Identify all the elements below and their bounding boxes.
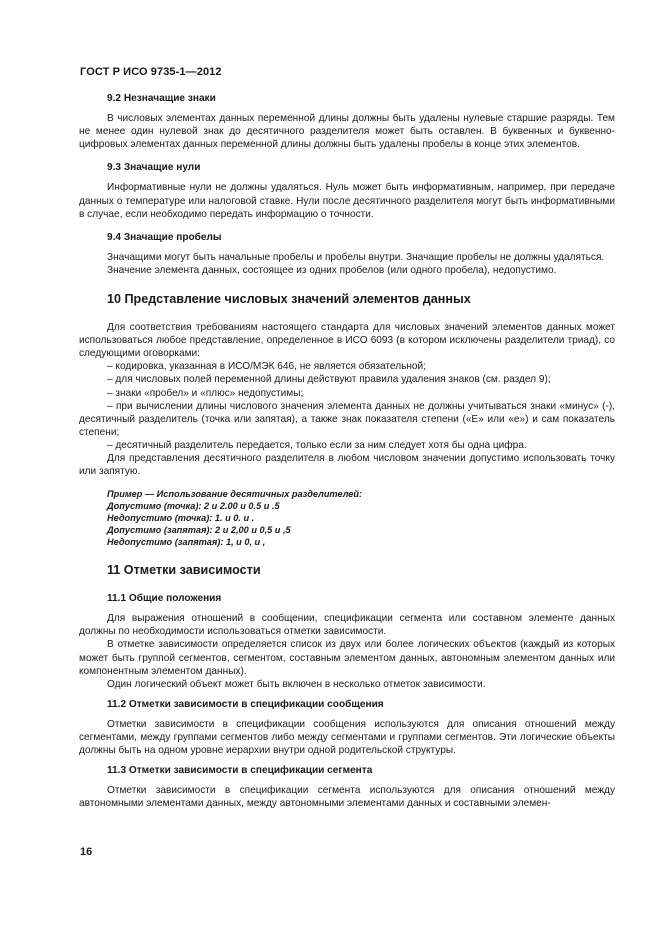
section-11-1-paragraph-3: Один логический объект может быть включен в несколько отметок зависимости. <box>107 678 486 690</box>
section-11-1-paragraph-2: В отметке зависимости определяется список из двух или более логических объектов (каждый из которых может быть группой сегментов, сегментом, составным элементом данных, автономным элементом данных или компонентным элементом данных). <box>79 639 615 677</box>
section-10-list-item: – десятичный разделитель передается, только если за ним следует хотя бы одна цифра. <box>107 439 527 451</box>
example-line: Допустимо (точка): 2 и 2.00 и 0.5 и .5 <box>107 501 280 512</box>
section-9-2-title: 9.2 Незначащие знаки <box>107 93 216 104</box>
section-11-1-title: 11.1 Общие положения <box>107 593 222 605</box>
section-10-list-item: – знаки «пробел» и «плюс» недопустимы; <box>107 387 304 399</box>
section-10-list-item: – кодировка, указанная в ИСО/МЭК 646, не является обязательной; <box>107 361 426 373</box>
example-title: Пример — Использование десятичных разделителей: <box>107 489 363 500</box>
section-11-2-paragraph: Отметки зависимости в спецификации сообщения используются для описания отношений между сегментами, между группами сегментов либо между сегментами и группами сегментов. Эти логические объекты должны быть на одном уровне иерархии внутри одной родительской структуры. <box>79 718 615 757</box>
section-9-2-paragraph: В числовых элементах данных переменной длины должны быть удалены нулевые старшие разряды. Тем не менее один нулевой знак до десятичного разделителя может быть оставлен. В буквенных и буквенно-цифровых элементах данных переменной длины должны быть удалены пробелы в конце этих элементов. <box>79 113 615 151</box>
section-10-paragraph-1: Для соответствия требованиям настоящего стандарта для числовых значений элементов данных может использоваться любое представление, определенное в ИСО 6093 (в котором исключены разделители триад), со следующими оговорками: <box>79 322 615 360</box>
example-line: Недопустимо (запятая): 1, и 0, и , <box>107 537 266 548</box>
document-header: ГОСТ Р ИСО 9735-1—2012 <box>80 66 222 78</box>
section-10-title: 10 Представление числовых значений элементов данных <box>107 292 471 307</box>
section-9-4-paragraph-2: Значение элемента данных, состоящее из одних пробелов (или одного пробела), недопустимо. <box>107 264 557 276</box>
section-11-3-paragraph: Отметки зависимости в спецификации сегмента используются для описания отношений между автономными элементами данных, между автономными элементами данных и составными элемен- <box>79 785 615 810</box>
section-9-4-title: 9.4 Значащие пробелы <box>107 231 222 243</box>
section-9-3-title: 9.3 Значащие нули <box>107 162 201 174</box>
section-11-1-paragraph-1: Для выражения отношений в сообщении, спецификации сегмента или составном элементе данных должны по необходимости использоваться отметки зависимости. <box>79 613 615 638</box>
section-11-2-title: 11.2 Отметки зависимости в спецификации сообщения <box>107 698 384 710</box>
section-10-list-item: – для числовых полей переменной длины действуют правила удаления знаков (см. раздел 9); <box>107 374 551 386</box>
section-11-title: 11 Отметки зависимости <box>107 563 261 578</box>
section-11-3-title: 11.3 Отметки зависимости в спецификации сегмента <box>107 765 373 777</box>
document-body <box>79 92 615 810</box>
section-10-list-item: – при вычислении длины числового значения элемента данных не должны учитываться знаки «минус» (-), десятичный разделитель (точка или запятая), а также знак показателя степени («Е» или «е») и сам показатель степени; <box>79 400 615 438</box>
section-9-3-paragraph: Информативные нули не должны удаляться. Нуль может быть информативным, например, при передаче данных о температуре или налоговой ставке. Нули после десятичного разделителя могут быть информативными в случае, если необходимо передать информацию о точности. <box>79 182 615 220</box>
section-10-paragraph-2: Для представления десятичного разделителя в любом числовом значении допустимо использовать точку или запятую. <box>79 452 615 478</box>
example-line: Допустимо (запятая): 2 и 2,00 и 0,5 и ,5 <box>107 525 291 536</box>
example-line: Недопустимо (точка): 1. и 0. и . <box>107 513 255 524</box>
section-9-4-paragraph-1: Значащими могут быть начальные пробелы и пробелы внутри. Значащие пробелы не должны удаляться. <box>107 251 605 263</box>
page-number: 16 <box>80 846 93 858</box>
